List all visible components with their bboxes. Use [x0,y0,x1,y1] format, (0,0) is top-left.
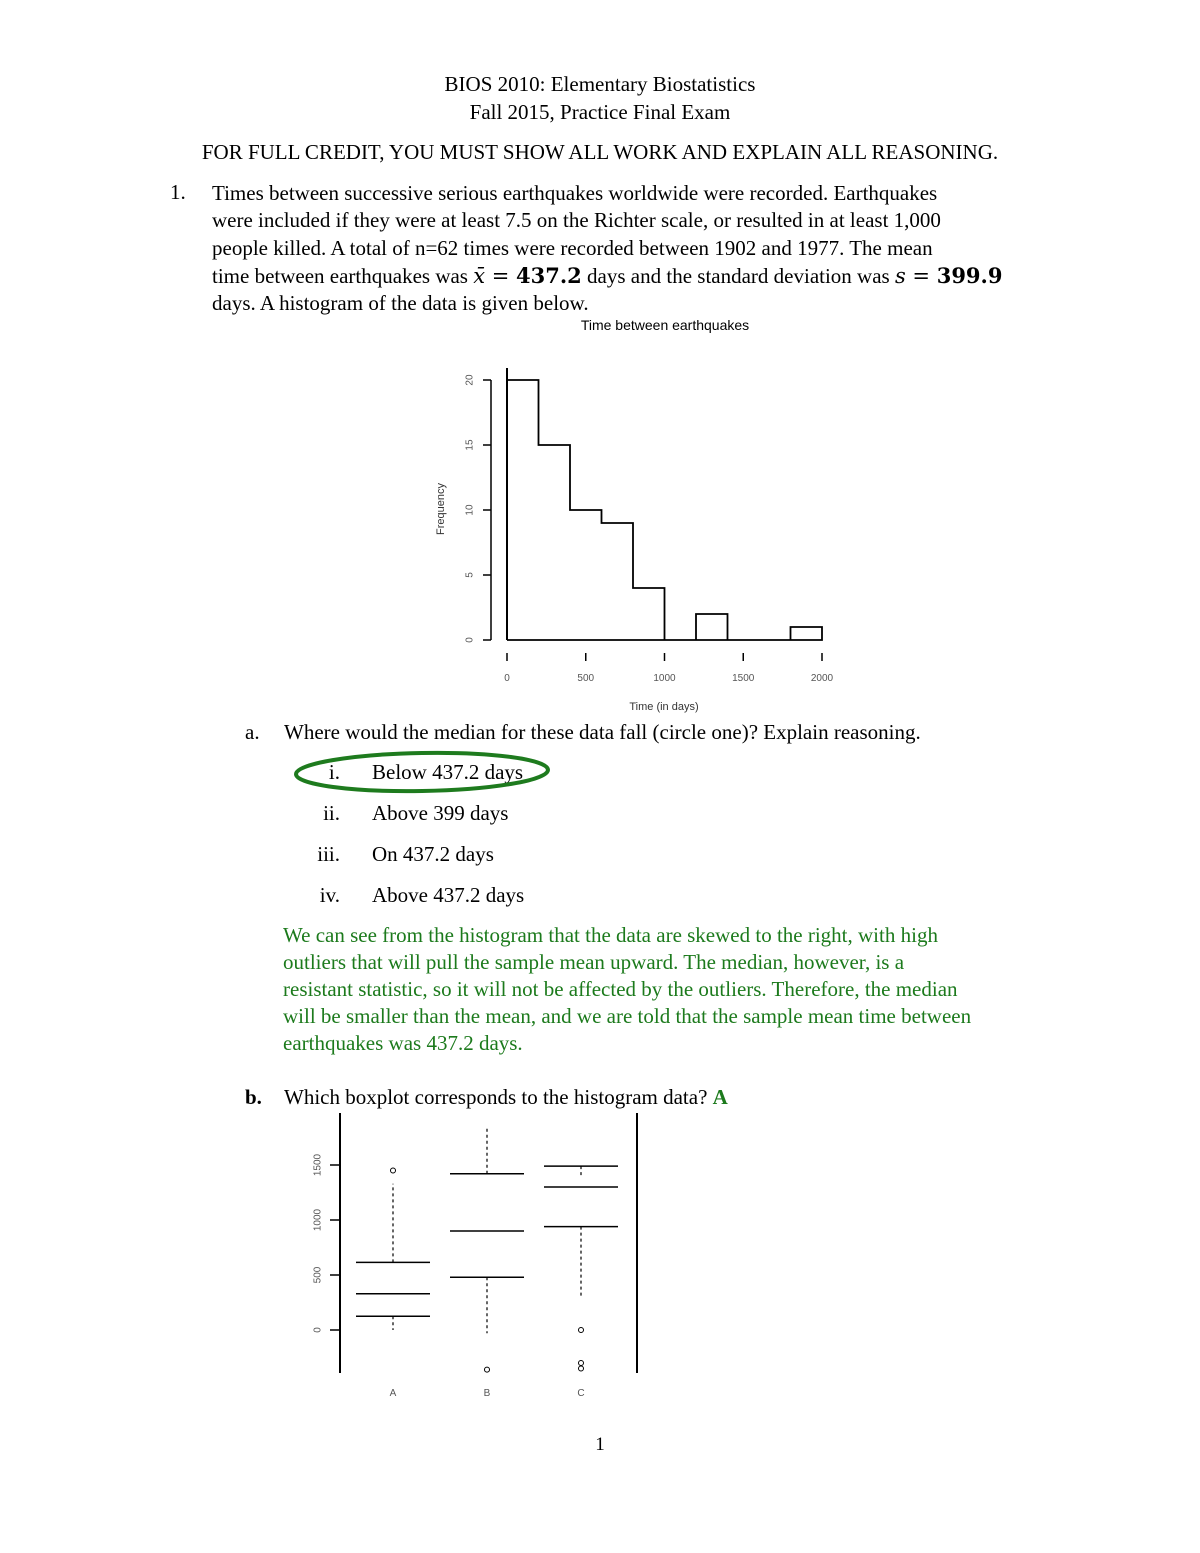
option-text[interactable]: Above 437.2 days [372,883,525,907]
y-tick-label: 20 [464,374,476,386]
option-text[interactable]: On 437.2 days [372,842,494,866]
part-a-label: a. [245,720,260,744]
text-fragment: time between earthquakes was [212,263,474,288]
sd-expression [895,264,1003,288]
part-b-question-text: Which boxplot corresponds to the histogram data? [284,1085,708,1109]
boxplot-outlier [579,1328,584,1333]
boxplot-outlier [579,1366,584,1371]
histogram-bar [791,627,823,640]
answer-line: earthquakes was 437.2 days. [283,1031,523,1055]
histogram-bar [539,445,571,640]
y-tick-label: 10 [464,504,476,516]
histogram-bar [602,523,634,640]
x-axis-title: Time (in days) [629,701,699,713]
instructions: FOR FULL CREDIT, YOU MUST SHOW ALL WORK AND EXPLAIN ALL REASONING. [201,140,999,164]
xbar-symbol: x̄ [473,263,486,288]
boxplot-y-tick-label: 0 [312,1327,324,1333]
boxplot-outlier [485,1367,490,1372]
x-tick-label: 1500 [732,673,755,684]
sd-value: 399.9 [936,262,1003,288]
boxplot-group-label: C [577,1388,585,1399]
option-number: i. [328,760,340,784]
boxplot-group-label: A [389,1388,397,1399]
question-line: days. A histogram of the data is given below. [212,291,589,316]
question-number: 1. [170,180,186,204]
question-1-text [212,180,1082,317]
answer-line: will be smaller than the mean, and we are told that the sample mean time between [283,1004,972,1028]
answer-line: resistant statistic, so it will not be affected by the outliers. Therefore, the median [283,977,958,1001]
page-number: 1 [595,1434,605,1455]
equals-sign: = [485,263,517,288]
histogram-bar [696,614,728,640]
answer-line: outliers that will pull the sample mean upward. The median, however, is a [283,950,905,974]
option-number: ii. [323,801,340,825]
option-number: iv. [319,883,340,907]
y-tick-label: 15 [464,439,476,451]
boxplot-outlier [579,1361,584,1366]
x-tick-label: 500 [577,673,595,684]
x-tick-label: 0 [504,673,510,684]
question-line: were included if they were at least 7.5 on the Richter scale, or resulted in at least 1,000 [212,208,941,233]
part-b-question [284,1085,728,1110]
answer-line: We can see from the histogram that the data are skewed to the right, with high [283,923,938,947]
y-tick-label: 0 [464,637,476,643]
course-title: BIOS 2010: Elementary Biostatistics [444,72,756,96]
text-fragment: days and the standard deviation was [581,263,895,288]
part-a-answer [283,922,1083,1057]
histogram-bar [507,380,539,640]
x-tick-label: 1000 [653,673,676,684]
s-symbol: s [894,263,906,288]
boxplot-y-tick-label: 1000 [312,1208,324,1232]
mean-expression [473,264,582,288]
boxplot-outlier [391,1168,396,1173]
y-tick-label: 5 [464,572,476,578]
boxplot-c [544,1166,618,1371]
option-text[interactable]: Above 399 days [372,801,509,825]
boxplot-y-tick-label: 1500 [312,1153,324,1177]
boxplot-b [450,1127,524,1373]
x-tick-label: 2000 [810,673,834,684]
question-line: people killed. A total of n=62 times were recorded between 1902 and 1977. The mean [212,235,933,260]
exam-title: Fall 2015, Practice Final Exam [469,100,731,124]
mean-value: 437.2 [516,262,582,288]
boxplot-group-label: B [483,1388,491,1399]
question-line-mean-sd [212,262,1082,290]
part-b-answer: A [712,1085,728,1109]
option-text[interactable]: Below 437.2 days [372,760,524,784]
y-axis-title: Frequency [435,483,447,535]
equals-sign: = [905,263,937,288]
question-line: Times between successive serious earthquakes worldwide were recorded. Earthquakes [212,181,938,205]
boxplot-a [356,1168,430,1330]
part-a-question: Where would the median for these data fall (circle one)? Explain reasoning. [284,720,921,744]
histogram-outline [507,380,822,640]
histogram-title: Time between earthquakes [580,317,750,333]
histogram-bar [570,510,602,640]
part-b-label: b. [245,1085,262,1109]
boxplot-y-tick-label: 500 [312,1266,324,1284]
option-number: iii. [317,842,340,866]
histogram-bar [633,588,665,640]
